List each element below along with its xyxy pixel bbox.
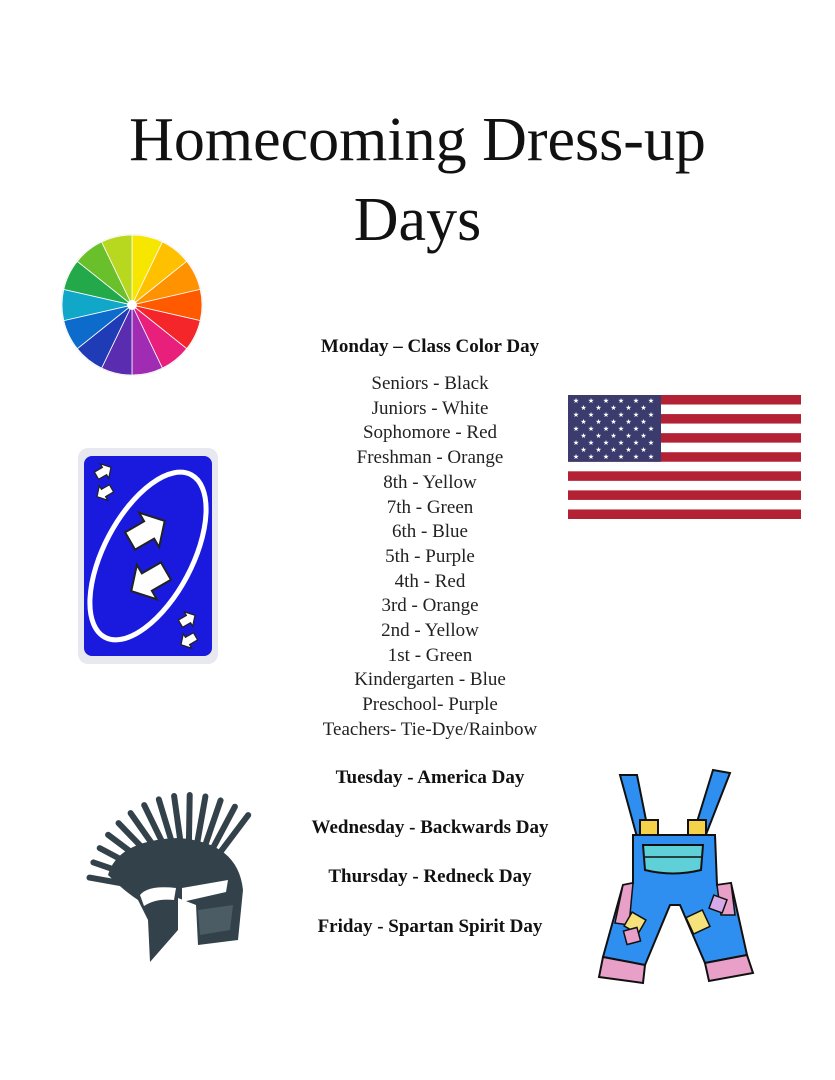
flag-star-icon: ★: [647, 411, 655, 419]
monday-heading: Monday – Class Color Day: [320, 336, 540, 357]
flag-star-icon: ★: [602, 425, 610, 433]
flag-star-icon: ★: [602, 453, 610, 461]
flag-star-icon: ★: [587, 411, 595, 419]
flag-star-icon: ★: [647, 439, 655, 447]
flag-star-icon: ★: [610, 418, 617, 426]
dress-up-days-list: [230, 765, 630, 963]
class-color-list: [230, 372, 630, 743]
flag-star-icon: ★: [632, 425, 640, 433]
class-color-item: 5th - Purple: [385, 545, 475, 567]
flag-star-icon: ★: [595, 446, 602, 454]
class-color-item: Juniors - White: [371, 397, 489, 419]
flag-star-icon: ★: [617, 397, 625, 405]
flag-star-icon: ★: [610, 446, 617, 454]
class-color-item: Teachers- Tie-Dye/Rainbow: [322, 718, 538, 740]
flag-star-icon: ★: [580, 446, 587, 454]
class-color-item: Freshman - Orange: [356, 447, 504, 469]
title-line-2: Days: [353, 186, 482, 254]
flag-star-icon: ★: [617, 439, 625, 447]
flag-star-icon: ★: [632, 453, 640, 461]
flag-star-icon: ★: [617, 411, 625, 419]
flag-star-icon: ★: [572, 439, 580, 447]
class-color-item: 3rd - Orange: [381, 595, 479, 617]
flag-star-icon: ★: [647, 425, 655, 433]
day-tuesday: Tuesday - America Day: [335, 767, 525, 788]
flag-star-icon: ★: [587, 425, 595, 433]
day-friday: Friday - Spartan Spirit Day: [317, 915, 543, 937]
flag-star-icon: ★: [580, 432, 587, 440]
class-color-item: 6th - Blue: [392, 521, 468, 543]
flag-star-icon: ★: [625, 432, 632, 440]
flag-star-icon: ★: [617, 425, 625, 433]
reverse-card-image: [78, 448, 218, 664]
day-wednesday: Wednesday - Backwards Day: [311, 816, 549, 838]
flag-star-icon: ★: [640, 446, 647, 454]
class-color-item: Seniors - Black: [371, 373, 489, 394]
class-color-item: 2nd - Yellow: [381, 620, 479, 642]
flag-star-icon: ★: [595, 432, 602, 440]
class-color-item: 8th - Yellow: [383, 471, 477, 493]
flag-star-icon: ★: [572, 411, 580, 419]
flag-star-icon: ★: [625, 418, 632, 426]
flag-star-icon: ★: [625, 446, 632, 454]
flag-star-icon: ★: [610, 404, 617, 412]
flag-star-icon: ★: [602, 411, 610, 419]
flag-star-icon: ★: [632, 411, 640, 419]
class-color-item: 7th - Green: [386, 496, 474, 518]
flag-star-icon: ★: [617, 453, 625, 461]
flag-star-icon: ★: [632, 397, 640, 405]
flag-star-icon: ★: [572, 425, 580, 433]
flag-star-icon: ★: [580, 404, 587, 412]
flag-star-icon: ★: [572, 397, 580, 405]
flag-star-icon: ★: [647, 453, 655, 461]
flag-star-icon: ★: [602, 397, 610, 405]
flag-star-icon: ★: [632, 439, 640, 447]
flag-star-icon: ★: [640, 432, 647, 440]
flag-star-icon: ★: [587, 439, 595, 447]
flag-star-icon: ★: [647, 397, 655, 405]
title-line-1: Homecoming Dress-up: [129, 106, 706, 174]
flag-star-icon: ★: [640, 404, 647, 412]
flag-star-icon: ★: [580, 418, 587, 426]
flag-star-icon: ★: [587, 453, 595, 461]
flag-star-icon: ★: [572, 453, 580, 461]
flag-star-icon: ★: [602, 439, 610, 447]
class-color-item: 4th - Red: [394, 570, 466, 592]
flag-star-icon: ★: [625, 404, 632, 412]
class-color-item: Sophomore - Red: [362, 422, 498, 444]
class-color-item: Preschool- Purple: [362, 694, 498, 716]
day-thursday: Thursday - Redneck Day: [328, 866, 532, 887]
flag-star-icon: ★: [595, 404, 602, 412]
flag-star-icon: ★: [595, 418, 602, 426]
flag-star-icon: ★: [587, 397, 595, 405]
flag-star-icon: ★: [610, 432, 617, 440]
color-wheel-image: [60, 233, 204, 377]
class-color-item: 1st - Green: [387, 644, 473, 666]
class-color-item: Kindergarten - Blue: [354, 669, 506, 691]
flag-star-icon: ★: [640, 418, 647, 426]
